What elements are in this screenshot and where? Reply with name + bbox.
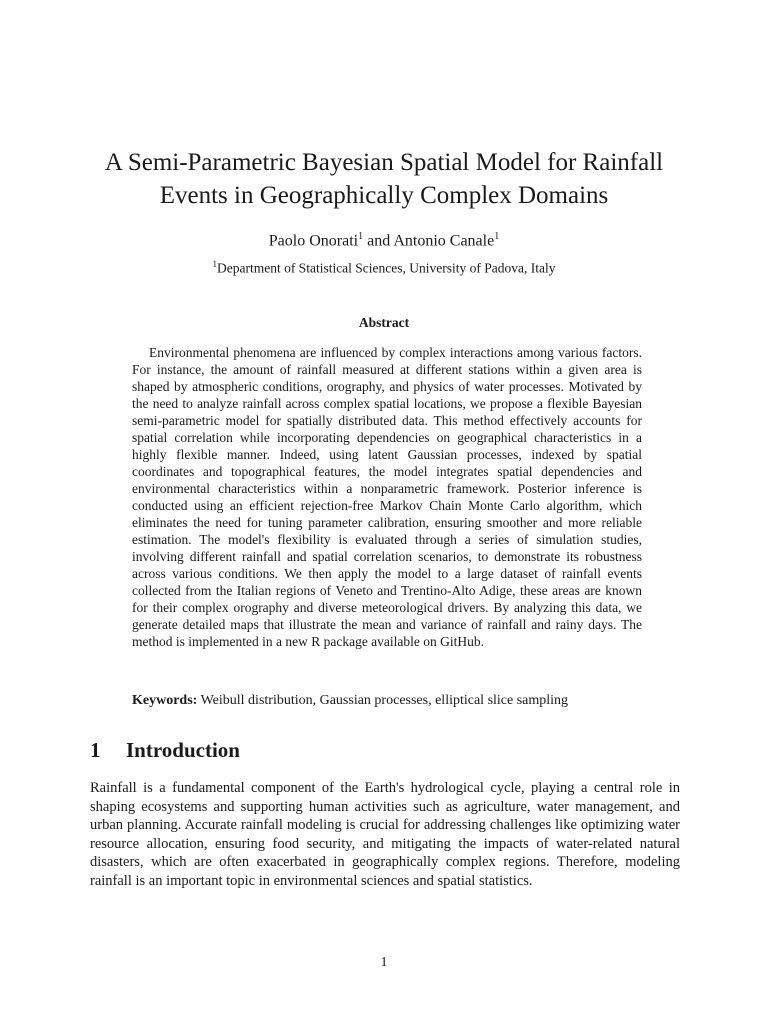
abstract-heading: Abstract — [358, 315, 410, 330]
author-separator: and — [363, 232, 394, 250]
author-list — [0, 231, 768, 250]
intro-paragraph: Rainfall is a fundamental component of the Earth's hydrological cycle, playing a central role in shaping ecosystems and supporting human activities such as agriculture, water management, and urban planning. Accurate rainfall modeling is crucial for addressing challenges like optimizing water resource allocation, ensuring food security, and mitigating the impacts of water-related natural disasters, which are often exacerbated in geographically complex regions. Therefore, modeling rainfall is an important topic in environmental sciences and spatial statistics. — [90, 780, 680, 889]
affiliation — [0, 259, 768, 277]
title-line-1: A Semi-Parametric Bayesian Spatial Model for Rainfall — [104, 149, 664, 176]
affiliation-mark: 1 — [212, 259, 217, 269]
author-name: Paolo Onorati — [268, 232, 359, 250]
author-affiliation-mark: 1 — [494, 231, 500, 242]
paper-title — [60, 146, 708, 212]
author-affiliation-mark: 1 — [358, 231, 364, 242]
keywords-label: Keywords: — [132, 693, 198, 708]
keywords — [132, 693, 642, 709]
section-number: 1 — [90, 738, 101, 762]
keywords-text: Weibull distribution, Gaussian processes, elliptical slice sampling — [200, 693, 569, 708]
title-line-2: Events in Geographically Complex Domains — [159, 182, 609, 209]
author-name: Antonio Canale — [393, 232, 495, 250]
page-number: 1 — [380, 955, 388, 970]
section-heading — [90, 738, 240, 763]
affiliation-text: Department of Statistical Sciences, University of Padova, Italy — [216, 260, 556, 276]
abstract-text: Environmental phenomena are influenced by complex interactions among various factors. For instance, the amount of rainfall measured at different stations within a given area is shaped by atmospheric conditions, orography, and physics of water processes. Motivated by the need to analyze rainfall across complex spatial locations, we propose a flexible Bayesian semi-parametric model for spatially distributed data. This method effectively accounts for spatial correlation while incorporating dependencies on geographical characteristics in a highly flexible manner. Indeed, using latent Gaussian processes, indexed by spatial coordinates and topographical features, the model integrates spatial dependencies and environmental characteristics within a nonparametric framework. Posterior inference is conducted using an efficient rejection-free Markov Chain Monte Carlo algorithm, which eliminates the need for tuning parameter calibration, ensuring smoother and more reliable estimation. The model's flexibility is evaluated through a series of simulation studies, involving different rainfall and spatial correlation scenarios, to demonstrate its robustness across various conditions. We then apply the model to a large dataset of rainfall events collected from the Italian regions of Veneto and Trentino-Alto Adige, these areas are known for their complex orography and diverse meteorological drivers. By analyzing this data, we generate detailed maps that illustrate the mean and variance of rainfall and rainy days. The method is implemented in a new R package available on GitHub. — [132, 345, 642, 649]
section-title: Introduction — [126, 738, 240, 762]
